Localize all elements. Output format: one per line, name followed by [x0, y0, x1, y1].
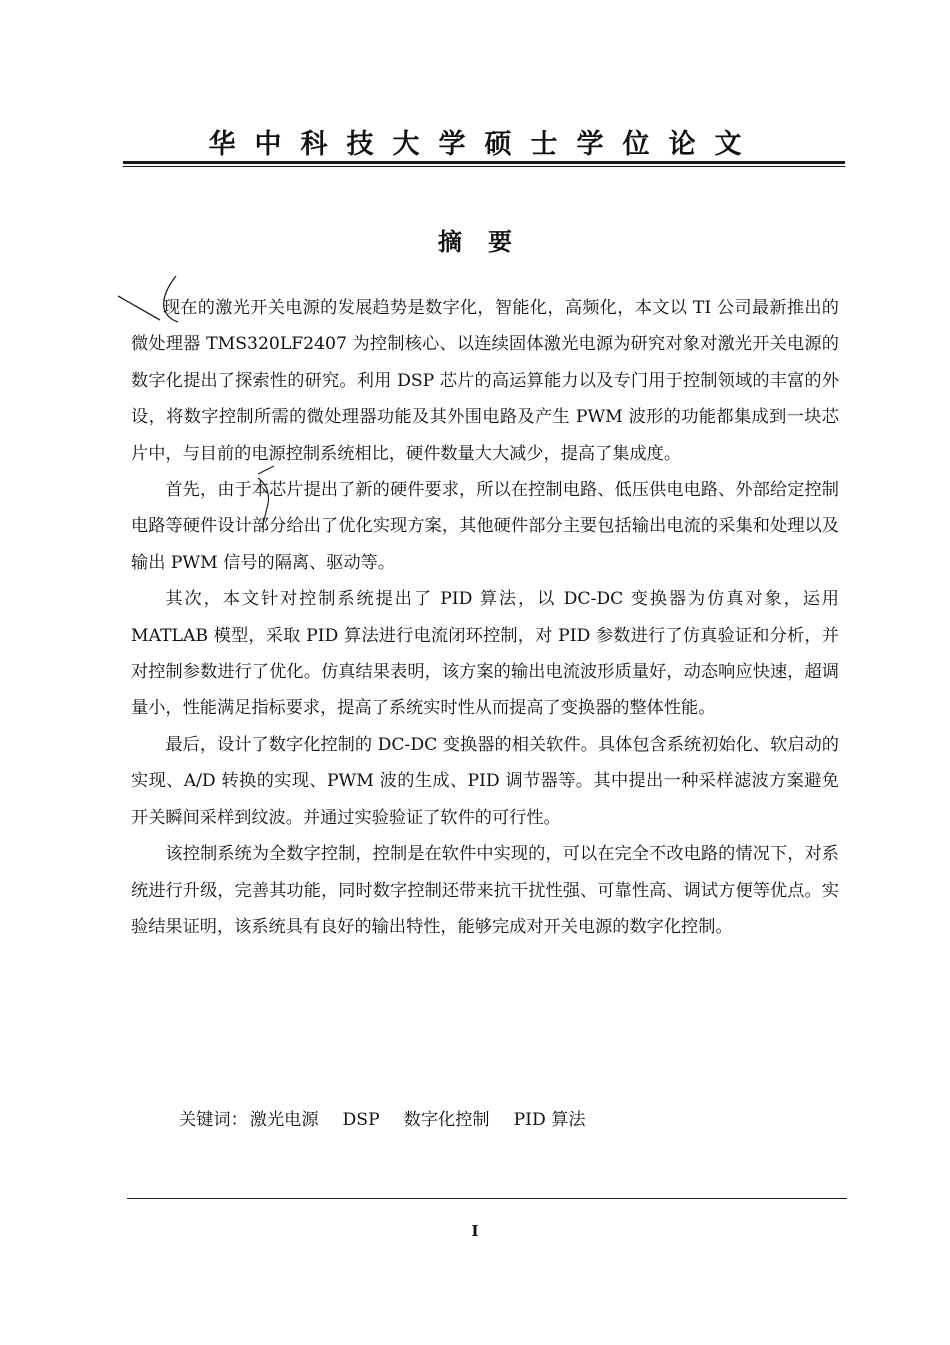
abstract-body — [131, 290, 839, 945]
abstract-paragraph-2: 首先，由于本芯片提出了新的硬件要求，所以在控制电路、低压供电电路、外部给定控制电路等硬件设计部分给出了优化实现方案，其他硬件部分主要包括输出电流的采集和处理以及输出 PWM 信号的隔离、驱动等。 — [131, 480, 839, 573]
keyword-item: 激光电源 — [249, 1110, 319, 1130]
header-rule-thick — [123, 161, 845, 164]
abstract-paragraph-3: 其次，本文针对控制系统提出了 PID 算法，以 DC-DC 变换器为仿真对象，运用 MATLAB 模型，采取 PID 算法进行电流闭环控制，对 PID 参数进行了仿真验证和分析，并对控制参数进行了优化。仿真结果表明，该方案的输出电流波形质量好，动态响应快速，超调量小，性能满足指标要求，提高了系统实时性从而提高了变换器的整体性能。 — [131, 589, 839, 719]
keywords-label: 关键词： — [179, 1110, 248, 1130]
keyword-item: DSP — [342, 1110, 380, 1130]
thesis-header-title: 华中科技大学硕士学位论文 — [208, 129, 761, 160]
keyword-item: PID 算法 — [513, 1110, 586, 1130]
abstract-heading: 摘要 — [438, 227, 538, 256]
footer-rule — [127, 1198, 847, 1199]
abstract-paragraph-5: 该控制系统为全数字控制，控制是在软件中实现的，可以在完全不改电路的情况下，对系统进行升级，完善其功能，同时数字控制还带来抗干扰性强、可靠性高、调试方便等优点。实验结果证明，该系统具有良好的输出特性，能够完成对开关电源的数字化控制。 — [131, 844, 839, 937]
abstract-paragraph-4: 最后，设计了数字化控制的 DC-DC 变换器的相关软件。具体包含系统初始化、软启动的实现、A/D 转换的实现、PWM 波的生成、PID 调节器等。其中提出一种采样滤波方案避免开关瞬间采样到纹波。并通过实验验证了软件的可行性。 — [131, 734, 839, 828]
keyword-item: 数字化控制 — [403, 1110, 490, 1130]
page-number: I — [471, 1222, 479, 1240]
keywords-line — [179, 1105, 610, 1135]
header-rule-thin — [123, 166, 845, 167]
abstract-paragraph-1: 现在的激光开关电源的发展趋势是数字化，智能化，高频化，本文以 TI 公司最新推出的微处理器 TMS320LF2407 为控制核心、以连续固体激光电源为研究对象对激光开关电源的数字化提出了探索性的研究。利用 DSP 芯片的高运算能力以及专门用于控制领域的丰富的外设，将数字控制所需的微处理器功能及其外围电路及产生 PWM 波形的功能都集成到一块芯片中，与目前的电源控制系统相比，硬件数量大大减少，提高了集成度。 — [131, 298, 839, 464]
